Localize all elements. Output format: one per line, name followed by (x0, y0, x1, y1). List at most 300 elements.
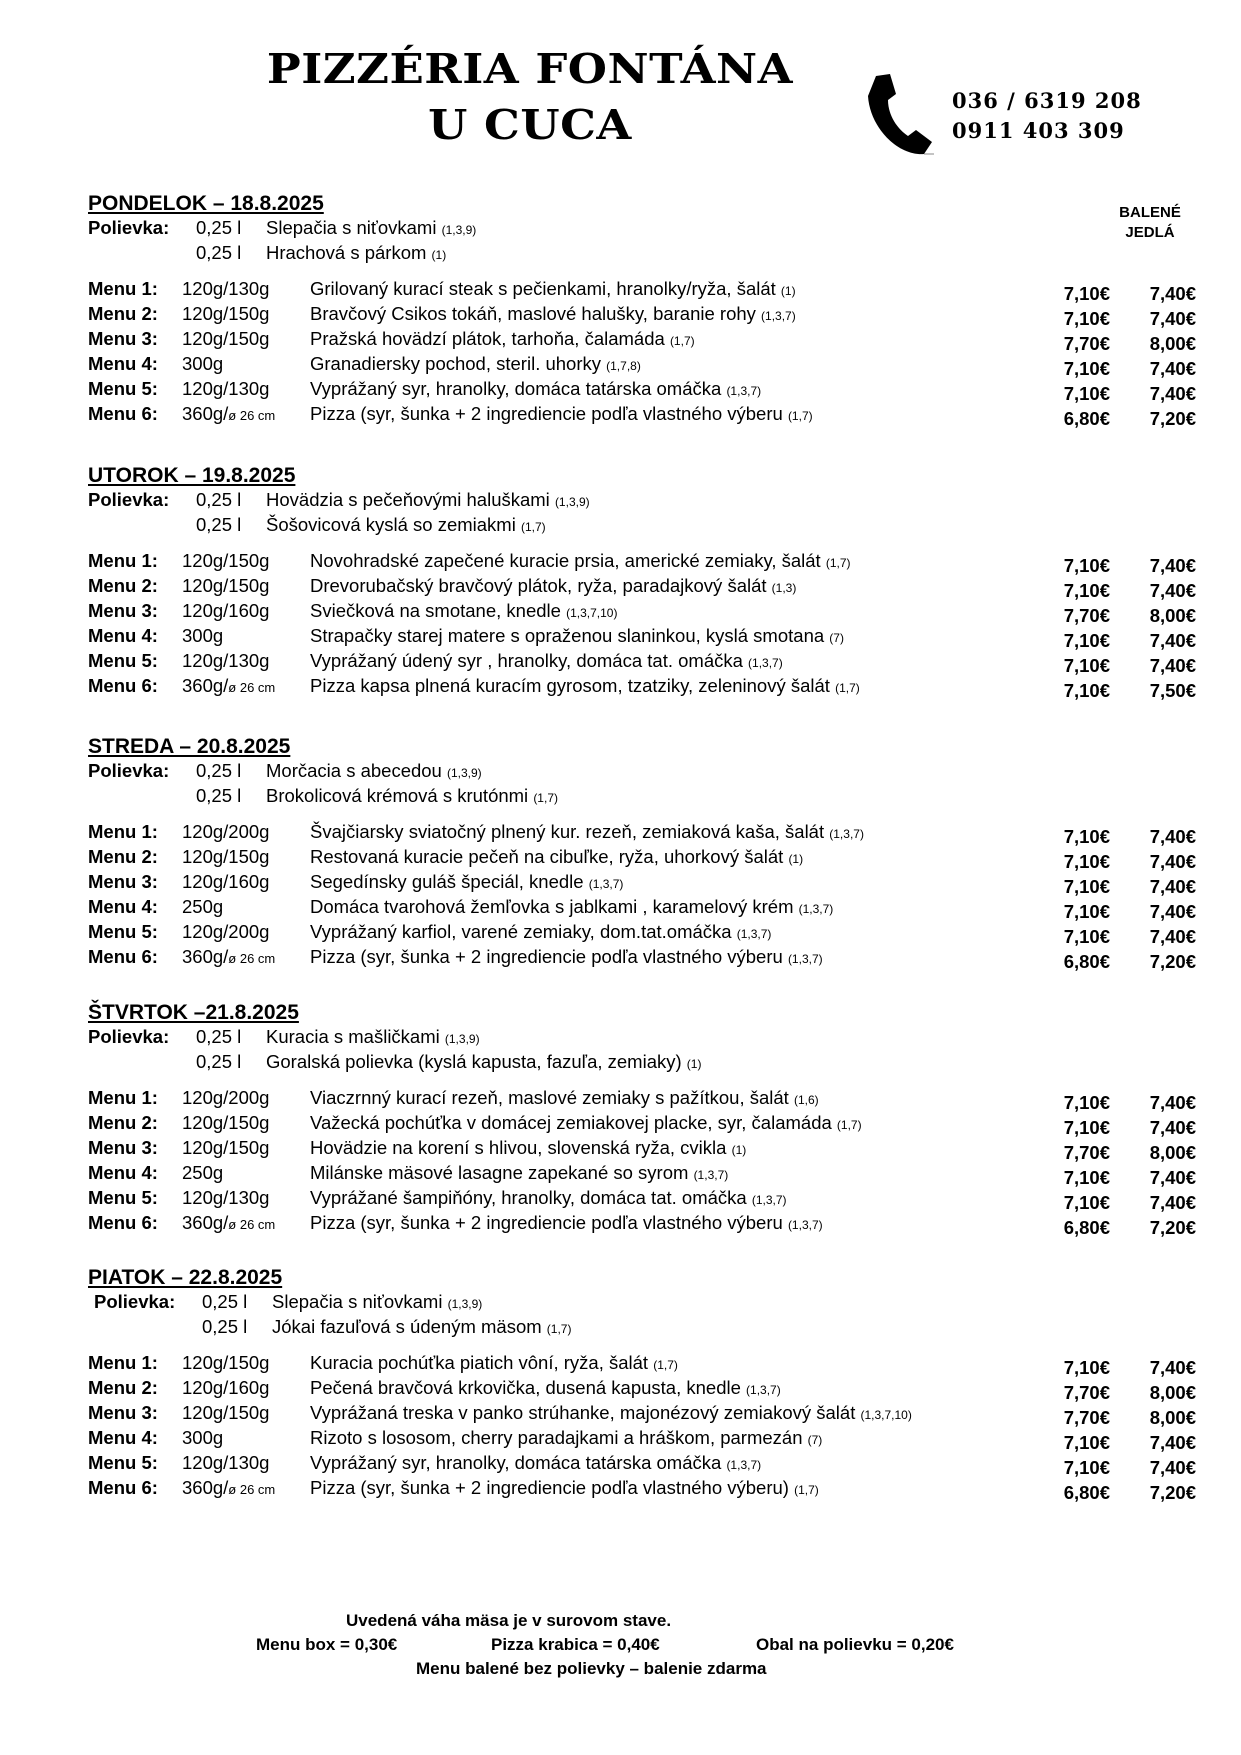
weight-value: 250g (182, 896, 224, 917)
menu-price: 7,10€ (1063, 1092, 1110, 1113)
allergens: (1,3,9) (447, 766, 482, 780)
weight-value: 120g/150g (182, 575, 270, 596)
weight-value: 360g/ (182, 675, 229, 696)
menu-price: 7,70€ (1063, 605, 1110, 626)
weight-value: 120g/150g (182, 1137, 270, 1158)
weight-value: 120g/150g (182, 1112, 270, 1133)
menu-weight (182, 1352, 269, 1374)
dish-name: Restovaná kuracie pečeň na cibuľke, ryža, uhorkový šalát (310, 846, 784, 867)
menu-label: Menu 5: (88, 1187, 158, 1208)
dish-name: Vyprážaný syr, hranolky, domáca tatárska omáčka (310, 378, 722, 399)
menu-dish (310, 675, 860, 697)
weight-value: 300g (182, 625, 224, 646)
soup-volume: 0,25 l (196, 760, 242, 781)
menu-price: 7,10€ (1063, 901, 1110, 922)
weight-value: 120g/160g (182, 1377, 270, 1398)
soup-volume: 0,25 l (196, 785, 242, 806)
menu-label: Menu 4: (88, 353, 158, 374)
menu-dish (310, 946, 823, 968)
weight-value: 120g/150g (182, 846, 270, 867)
menu-dish (310, 600, 617, 622)
soup-volume: 0,25 l (196, 1026, 242, 1047)
allergens: (1) (431, 248, 447, 262)
menu-price-packed: 7,40€ (1149, 630, 1196, 651)
menu-weight (182, 378, 269, 400)
dish-name: Milánske mäsové lasagne zapekané so syrom (310, 1162, 689, 1183)
menu-price: 6,80€ (1063, 1217, 1110, 1238)
menu-price-packed: 7,40€ (1149, 383, 1196, 404)
menu-dish (310, 1402, 912, 1424)
dish-name: Sviečková na smotane, knedle (310, 600, 561, 621)
menu-weight (182, 1162, 223, 1184)
menu-price-packed: 7,20€ (1149, 408, 1196, 429)
soup-name-text: Goralská polievka (kyslá kapusta, fazuľa, zemiaky) (266, 1051, 682, 1072)
dish-name: Bravčový Csikos tokáň, maslové halušky, baranie rohy (310, 303, 756, 324)
menu-price-packed: 7,40€ (1149, 901, 1196, 922)
menu-weight (182, 1087, 269, 1109)
dish-name: Drevorubačský bravčový plátok, ryža, paradajkový šalát (310, 575, 767, 596)
soup-volume: 0,25 l (196, 1051, 242, 1072)
dish-name: Vyprážané šampiňóny, hranolky, domáca tat. omáčka (310, 1187, 747, 1208)
pizza-diameter: ø 26 cm (228, 1217, 276, 1232)
weight-value: 360g/ (182, 403, 229, 424)
menu-weight (182, 946, 275, 968)
weight-note: Uvedená váha mäsa je v surovom stave. (346, 1611, 672, 1630)
menu-price-packed: 7,40€ (1149, 876, 1196, 897)
menu-price: 7,10€ (1063, 580, 1110, 601)
weight-value: 360g/ (182, 1212, 229, 1233)
menu-weight (182, 821, 269, 843)
dish-name: Novohradské zapečené kuracie prsia, americké zemiaky, šalát (310, 550, 821, 571)
menu-price-packed: 7,40€ (1149, 308, 1196, 329)
menu-price-packed: 7,40€ (1149, 358, 1196, 379)
menu-dish (310, 871, 623, 893)
soup-name (266, 489, 590, 511)
dish-name: Važecká pochúťka v domácej zemiakovej placke, syr, čalamáda (310, 1112, 832, 1133)
menu-weight (182, 1187, 269, 1209)
menu-price-packed: 8,00€ (1149, 333, 1196, 354)
menu-price: 7,10€ (1063, 680, 1110, 701)
allergens: (1,3,7) (736, 927, 772, 941)
header (0, 0, 1241, 190)
soup-name (272, 1316, 571, 1338)
allergens: (1,7) (825, 556, 851, 570)
menu-price-packed: 8,00€ (1149, 1407, 1196, 1428)
menu-label: Menu 2: (88, 1112, 158, 1133)
weight-value: 120g/130g (182, 278, 270, 299)
soup-name (266, 1051, 701, 1073)
menu-label: Menu 6: (88, 1212, 158, 1233)
menu-label: Menu 4: (88, 1162, 158, 1183)
menu-label: Menu 3: (88, 600, 158, 621)
menu-price-packed: 7,40€ (1149, 283, 1196, 304)
allergens: (1,3,7,10) (566, 606, 618, 620)
menu-dish (310, 1112, 862, 1134)
menu-label: Menu 3: (88, 1137, 158, 1158)
allergens: (1) (731, 1143, 747, 1157)
allergens: (1,3,7) (751, 1193, 787, 1207)
weight-value: 120g/150g (182, 328, 270, 349)
menu-price-packed: 7,40€ (1149, 580, 1196, 601)
day-title: PIATOK – 22.8.2025 (88, 1266, 283, 1289)
restaurant-name: PIZZÉRIA FONTÁNA (266, 44, 794, 93)
pizza-diameter: ø 26 cm (228, 951, 276, 966)
allergens: (7) (807, 1433, 823, 1447)
menu-label: Menu 2: (88, 1377, 158, 1398)
soup-volume: 0,25 l (196, 217, 242, 238)
allergens: (1,7) (836, 1118, 862, 1132)
menu-dish (310, 353, 641, 375)
menu-weight (182, 328, 269, 350)
menu-dish (310, 650, 783, 672)
menu-label: Menu 4: (88, 625, 158, 646)
allergens: (1,3,7,10) (860, 1408, 912, 1422)
weight-value: 120g/150g (182, 1402, 270, 1423)
allergens: (1,7) (669, 334, 695, 348)
dish-name: Vyprážaný údený syr , hranolky, domáca tat. omáčka (310, 650, 743, 671)
weight-value: 120g/130g (182, 378, 270, 399)
menu-weight (182, 675, 275, 697)
menu-weight (182, 278, 269, 300)
soup-volume: 0,25 l (202, 1316, 248, 1337)
packed-meals-column-header (1102, 203, 1198, 243)
soup-name-text: Morčacia s abecedou (266, 760, 442, 781)
weight-value: 120g/200g (182, 1087, 270, 1108)
weight-value: 120g/160g (182, 600, 270, 621)
dish-name: Pizza (syr, šunka + 2 ingrediencie podľa vlastného výberu) (310, 1477, 789, 1498)
allergens: (1,7) (794, 1483, 819, 1497)
dish-name: Strapačky starej matere s opraženou slaninkou, kyslá smotana (310, 625, 825, 646)
menu-price: 7,70€ (1063, 1142, 1110, 1163)
soup-name-text: Hovädzia s pečeňovými haluškami (266, 489, 550, 510)
menu-dish (310, 1087, 819, 1109)
allergens: (1,3,9) (441, 223, 477, 237)
menu-dish (310, 1352, 678, 1374)
menu-price-packed: 7,40€ (1149, 1457, 1196, 1478)
menu-label: Menu 1: (88, 1087, 158, 1108)
menu-label: Menu 4: (88, 896, 158, 917)
menu-price: 7,10€ (1063, 358, 1110, 379)
menu-price: 7,10€ (1063, 826, 1110, 847)
menu-price-packed: 7,40€ (1149, 1432, 1196, 1453)
soup-label: Polievka: (88, 489, 170, 510)
dish-name: Kuracia pochúťka piatich vôní, ryža, šalát (310, 1352, 649, 1373)
weight-value: 360g/ (182, 946, 229, 967)
menu-price: 7,10€ (1063, 851, 1110, 872)
allergens: (7) (829, 631, 844, 645)
soup-label: Polievka: (88, 217, 170, 238)
pizza-box-price: Pizza krabica = 0,40€ (491, 1635, 660, 1654)
soup-name (266, 242, 446, 264)
menu-price-packed: 7,40€ (1149, 1192, 1196, 1213)
menu-weight (182, 1212, 275, 1234)
menu-price: 7,10€ (1063, 283, 1110, 304)
menu-price-packed: 8,00€ (1149, 1382, 1196, 1403)
menu-price: 7,10€ (1063, 926, 1110, 947)
allergens: (1,3,7) (726, 384, 762, 398)
menu-price: 7,10€ (1063, 876, 1110, 897)
menu-price: 7,10€ (1063, 1357, 1110, 1378)
menu-label: Menu 6: (88, 675, 158, 696)
menu-dish (310, 921, 771, 943)
menu-weight (182, 896, 223, 918)
weight-value: 120g/200g (182, 921, 270, 942)
dish-name: Domáca tvarohová žemľovka s jablkami , karamelový krém (310, 896, 794, 917)
soup-name (266, 217, 476, 239)
menu-dish (310, 1162, 728, 1184)
menu-dish (310, 328, 695, 350)
phone-landline[interactable]: 036 / 6319 208 (952, 88, 1142, 113)
soup-name-text: Slepačia s niťovkami (272, 1291, 443, 1312)
menu-dish (310, 1187, 787, 1209)
dish-name: Vyprážaný syr, hranolky, domáca tatárska omáčka (310, 1452, 722, 1473)
allergens: (1,7) (520, 520, 546, 534)
allergens: (1,3,7) (761, 309, 796, 323)
menu-price-packed: 8,00€ (1149, 1142, 1196, 1163)
allergens: (1,3,7) (787, 1218, 823, 1232)
menu-dish (310, 550, 851, 572)
weight-value: 120g/150g (182, 303, 270, 324)
menu-price: 6,80€ (1063, 1482, 1110, 1503)
soup-name-text: Slepačia s niťovkami (266, 217, 437, 238)
dish-name: Segedínsky guláš špeciál, knedle (310, 871, 584, 892)
menu-dish (310, 403, 813, 425)
packed-note: Menu balené bez polievky – balenie zdarma (416, 1659, 767, 1678)
allergens: (1,3,9) (447, 1297, 483, 1311)
allergens: (1,7) (653, 1358, 678, 1372)
dish-name: Pražská hovädzí plátok, tarhoňa, čalamáda (310, 328, 665, 349)
soup-name-text: Hrachová s párkom (266, 242, 427, 263)
menu-box-price: Menu box = 0,30€ (256, 1635, 398, 1654)
day-title: STREDA – 20.8.2025 (88, 735, 291, 758)
menu-weight (182, 550, 269, 572)
soup-name (266, 514, 546, 536)
menu-weight (182, 403, 275, 425)
dish-name: Hovädzie na korení s hlivou, slovenská ryža, cvikla (310, 1137, 727, 1158)
menu-dish (310, 1377, 781, 1399)
menu-price-packed: 7,40€ (1149, 1357, 1196, 1378)
weight-value: 120g/150g (182, 550, 270, 571)
dish-name: Pizza (syr, šunka + 2 ingrediencie podľa vlastného výberu (310, 1212, 783, 1233)
soup-label: Polievka: (94, 1291, 176, 1312)
menu-label: Menu 3: (88, 328, 158, 349)
menu-price: 7,70€ (1063, 1407, 1110, 1428)
menu-price: 7,70€ (1063, 333, 1110, 354)
menu-price-packed: 7,40€ (1149, 1167, 1196, 1188)
menu-price: 7,10€ (1063, 383, 1110, 404)
weight-value: 120g/200g (182, 821, 270, 842)
allergens: (1,3,7) (787, 952, 823, 966)
allergens: (1,7) (533, 791, 558, 805)
menu-label: Menu 3: (88, 1402, 158, 1423)
soup-volume: 0,25 l (196, 489, 242, 510)
soup-container-price: Obal na polievku = 0,20€ (756, 1635, 954, 1654)
menu-price: 7,10€ (1063, 1457, 1110, 1478)
allergens: (1,3,7) (693, 1168, 729, 1182)
dish-name: Viaczrnný kurací rezeň, maslové zemiaky s pažítkou, šalát (310, 1087, 789, 1108)
day-title: UTOROK – 19.8.2025 (88, 464, 296, 487)
menu-weight (182, 303, 269, 325)
menu-dish (310, 896, 833, 918)
phone-mobile[interactable]: 0911 403 309 (952, 118, 1125, 143)
dish-name: Pizza kapsa plnená kuracím gyrosom, tzatziky, zeleninový šalát (310, 675, 830, 696)
soup-name (266, 1026, 480, 1048)
dish-name: Rizoto s lososom, cherry paradajkami a hráškom, parmezán (310, 1427, 803, 1448)
day-title: ŠTVRTOK –21.8.2025 (88, 1001, 299, 1024)
allergens: (1,3,9) (554, 495, 590, 509)
menu-label: Menu 1: (88, 278, 158, 299)
menu-weight (182, 1477, 275, 1499)
soup-label: Polievka: (88, 760, 170, 781)
pizza-diameter: ø 26 cm (228, 1482, 276, 1497)
soup-name (266, 785, 558, 807)
menu-price: 7,10€ (1063, 1432, 1110, 1453)
menu-price-packed: 8,00€ (1149, 605, 1196, 626)
menu-price: 7,10€ (1063, 655, 1110, 676)
allergens: (1,3,7) (829, 827, 864, 841)
menu-dish (310, 1452, 761, 1474)
menu-price-packed: 7,40€ (1149, 1117, 1196, 1138)
menu-dish (310, 1137, 746, 1159)
allergens: (1,3,7) (746, 1383, 781, 1397)
allergens: (1) (686, 1057, 702, 1071)
menu-weight (182, 1452, 269, 1474)
menu-weight (182, 1137, 269, 1159)
pizza-diameter: ø 26 cm (228, 680, 276, 695)
weight-value: 120g/130g (182, 1452, 270, 1473)
dish-name: Pizza (syr, šunka + 2 ingrediencie podľa vlastného výberu (310, 403, 783, 424)
menu-label: Menu 6: (88, 403, 158, 424)
menu-dish (310, 625, 844, 647)
allergens: (1,6) (793, 1093, 819, 1107)
weight-value: 120g/160g (182, 871, 270, 892)
allergens: (1) (780, 284, 796, 298)
weight-value: 120g/150g (182, 1352, 270, 1373)
menu-weight (182, 1402, 269, 1424)
allergens: (1,3) (771, 581, 797, 595)
menu-label: Menu 1: (88, 1352, 158, 1373)
menu-price-packed: 7,20€ (1149, 1217, 1196, 1238)
packed-label-line2: JEDLÁ (1125, 224, 1175, 241)
dish-name: Švajčiarsky sviatočný plnený kur. rezeň, zemiaková kaša, šalát (310, 821, 825, 842)
menu-weight (182, 846, 269, 868)
menu-dish (310, 821, 864, 843)
menu-price-packed: 7,20€ (1149, 951, 1196, 972)
weight-value: 250g (182, 1162, 224, 1183)
menu-price-packed: 7,40€ (1149, 655, 1196, 676)
menu-weight (182, 871, 269, 893)
telephone-handset-icon (862, 70, 936, 156)
dish-name: Pečená bravčová krkovička, dusená kapusta, knedle (310, 1377, 741, 1398)
weight-value: 120g/130g (182, 650, 270, 671)
allergens: (1,7) (787, 409, 813, 423)
menu-label: Menu 1: (88, 550, 158, 571)
soup-label: Polievka: (88, 1026, 170, 1047)
menu-price-packed: 7,40€ (1149, 555, 1196, 576)
menu-label: Menu 3: (88, 871, 158, 892)
soup-name-text: Kuracia s mašličkami (266, 1026, 440, 1047)
soup-volume: 0,25 l (202, 1291, 248, 1312)
menu-price: 6,80€ (1063, 951, 1110, 972)
menu-label: Menu 5: (88, 921, 158, 942)
menu-label: Menu 2: (88, 303, 158, 324)
menu-dish (310, 1477, 819, 1499)
menu-weight (182, 650, 269, 672)
menu-label: Menu 4: (88, 1427, 158, 1448)
dish-name: Pizza (syr, šunka + 2 ingrediencie podľa vlastného výberu (310, 946, 783, 967)
soup-name-text: Jókai fazuľová s údeným mäsom (272, 1316, 542, 1337)
menu-dish (310, 278, 796, 300)
soup-name-text: Šošovicová kyslá so zemiakmi (266, 514, 516, 535)
menu-label: Menu 2: (88, 575, 158, 596)
allergens: (1,3,7) (798, 902, 834, 916)
phone-numbers (952, 86, 1142, 146)
allergens: (1) (788, 852, 804, 866)
menu-weight (182, 1377, 269, 1399)
menu-price: 6,80€ (1063, 408, 1110, 429)
menu-weight (182, 1112, 269, 1134)
menu-weight (182, 353, 223, 375)
menu-price-packed: 7,20€ (1149, 1482, 1196, 1503)
menu-price-packed: 7,40€ (1149, 851, 1196, 872)
menu-price: 7,10€ (1063, 555, 1110, 576)
menu-price-packed: 7,50€ (1149, 680, 1196, 701)
allergens: (1,3,7) (748, 656, 783, 670)
menu-price-packed: 7,40€ (1149, 826, 1196, 847)
soup-name (272, 1291, 482, 1313)
weight-value: 300g (182, 353, 224, 374)
menu-dish (310, 303, 796, 325)
menu-dish (310, 575, 796, 597)
packed-label-line1: BALENÉ (1119, 204, 1181, 221)
soup-name-text: Brokolicová krémová s krutónmi (266, 785, 529, 806)
menu-dish (310, 1427, 822, 1449)
menu-price: 7,10€ (1063, 630, 1110, 651)
weight-value: 300g (182, 1427, 224, 1448)
restaurant-subtitle: U CUCA (428, 100, 632, 149)
menu-dish (310, 378, 761, 400)
menu-label: Menu 6: (88, 946, 158, 967)
dish-name: Granadiersky pochod, steril. uhorky (310, 353, 601, 374)
dish-name: Vyprážaný karfiol, varené zemiaky, dom.tat.omáčka (310, 921, 732, 942)
menu-price: 7,70€ (1063, 1382, 1110, 1403)
menu-price: 7,10€ (1063, 308, 1110, 329)
soup-volume: 0,25 l (196, 514, 242, 535)
menu-price: 7,10€ (1063, 1117, 1110, 1138)
allergens: (1,7) (546, 1322, 572, 1336)
allergens: (1,3,9) (444, 1032, 480, 1046)
weight-value: 360g/ (182, 1477, 229, 1498)
menu-label: Menu 6: (88, 1477, 158, 1498)
soup-volume: 0,25 l (196, 242, 242, 263)
soup-name (266, 760, 482, 782)
pizza-diameter: ø 26 cm (228, 408, 276, 423)
day-title: PONDELOK – 18.8.2025 (88, 192, 324, 215)
allergens: (1,7,8) (606, 359, 641, 373)
menu-weight (182, 921, 269, 943)
allergens: (1,7) (835, 681, 860, 695)
menu-price: 7,10€ (1063, 1167, 1110, 1188)
menu-weight (182, 575, 269, 597)
dish-name: Grilovaný kurací steak s pečienkami, hranolky/ryža, šalát (310, 278, 776, 299)
menu-label: Menu 5: (88, 378, 158, 399)
menu-weight (182, 625, 223, 647)
menu-dish (310, 1212, 823, 1234)
menu-price-packed: 7,40€ (1149, 1092, 1196, 1113)
weight-value: 120g/130g (182, 1187, 270, 1208)
menu-price-packed: 7,40€ (1149, 926, 1196, 947)
dish-name: Vyprážaná treska v panko strúhanke, majonézový zemiakový šalát (310, 1402, 856, 1423)
